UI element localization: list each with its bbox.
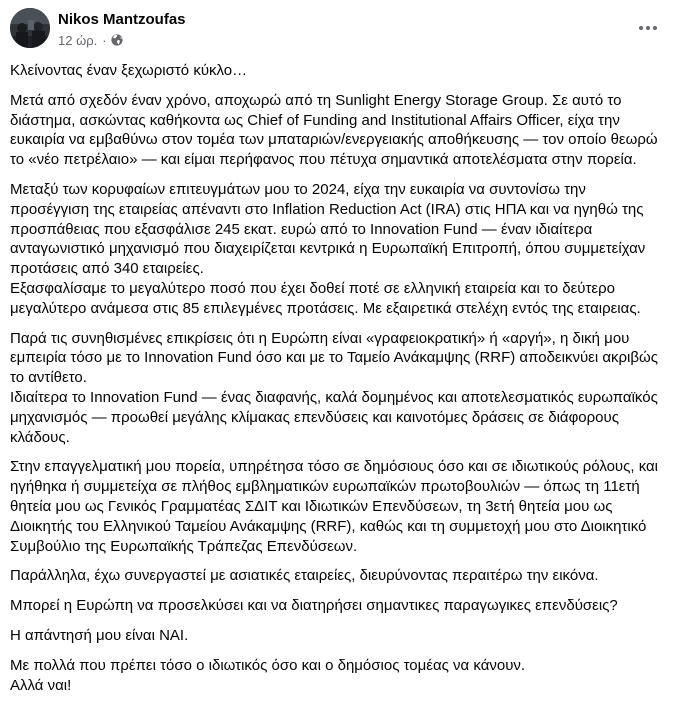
post-paragraph: Η απάντησή μου είναι ΝΑΙ. xyxy=(10,626,189,644)
profile-photo xyxy=(10,8,50,48)
globe-icon[interactable] xyxy=(111,34,123,46)
avatar[interactable] xyxy=(10,8,50,48)
post-meta xyxy=(58,32,123,48)
more-options-button[interactable] xyxy=(630,12,666,44)
post-paragraph: Μετά από σχεδόν έναν χρόνο, αποχωρώ από τη Sunlight Energy Storage Group. Σε αυτό το διάστημα, ασκώντας καθήκοντα ως Chief of Funding and Institutional Affairs Officer, είχα την ευκαιρία να εμβαθύνω στον τομέα των μπαταριών/ενεργειακής αποθήκευσης — τον οποίο θεωρώ το «νέο πετρέλαιο» — και είμαι περήφανος που πέτυχα σημαντικά αποτελέσματα στην πορεία. xyxy=(10,91,658,169)
author-name[interactable]: Nikos Mantzoufas xyxy=(58,11,186,28)
post-paragraph: Μεταξύ των κορυφαίων επιτευγμάτων μου το 2024, είχα την ευκαιρία να συντονίσω την προσέγγιση της εταιρείας απέναντι στο Inflation Reduction Act (IRA) στις ΗΠΑ και να ηγηθώ της προσπάθειας που εξασφάλισε 245 εκατ. ευρώ από το Innovation Fund — έναν ιδιαίτερα ανταγωνιστικό μηχανισμό που διαχειρίζεται κεντρικά η Ευρωπαϊκή Επιτροπή, όπου συμμετείχαν προτάσεις από 340 εταιρείες. Εξασφαλίσαμε το μεγαλύτερο ποσό που έχει δοθεί ποτέ σε ελληνική εταιρεία και το δεύτερο μεγαλύτερο ανάμεσα στις 85 επιλεγμένες προτάσεις. Με εξαιρετικά στελέχη εντός της εταιρειας. xyxy=(10,180,646,317)
post-timestamp[interactable]: 12 ώρ. xyxy=(58,32,98,48)
post-paragraph: Μπορεί η Ευρώπη να προσελκύσει και να διατηρήσει σημαντικες παραγωγικες επενδύσεις? xyxy=(10,597,618,615)
post-body xyxy=(10,61,666,695)
meta-separator: · xyxy=(102,32,107,48)
more-options-icon xyxy=(638,25,658,31)
post-paragraph: Κλείνοντας έναν ξεχωριστό κύκλο… xyxy=(10,62,248,79)
post-paragraph: Παράλληλα, έχω συνεργαστεί με ασιατικές εταιρείες, διευρύνοντας περαιτέρω την εικόνα. xyxy=(10,567,599,585)
post-paragraph: Στην επαγγελματική μου πορεία, υπηρέτησα τόσο σε δημόσιους όσο και σε ιδιωτικούς ρόλους, και ηγήθηκα ή συμμετείχα σε πλήθος εμβληματικών ευρωπαϊκών πρωτοβουλιών — όπως τη 11ετή θητεία μου ως Γενικός Γραμματέας ΣΔΙΤ και Ιδιωτικών Επενδύσεων, τη 3ετή θητεία μου ως Διοικητής του Ελληνικού Ταμείου Ανάκαμψης (RRF), καθώς και τη συμμετοχή μου στο Διοικητικό Συμβούλιο της Ευρωπαϊκής Τράπεζας Επενδύσεων. xyxy=(10,458,659,555)
post-paragraph: Παρά τις συνηθισμένες επικρίσεις ότι η Ευρώπη είναι «γραφειοκρατική» ή «αργή», η δική μου εμπειρία τόσο με το Innovation Fund όσο και με το Ταμείο Ανάκαμψης (RRF) αποδεικνύει ακριβώς το αντίθετο. Ιδιαίτερα το Innovation Fund — ένας διαφανής, καλά δομημένος και αποτελεσματικός ευρωπαϊκός μηχανισμός — προωθεί μεγάλης κλίμακας επενδύσεις και καινοτόμες δράσεις σε διάφορους κλάδους. xyxy=(10,329,658,446)
post-paragraph: Με πολλά που πρέπει τόσο ο ιδιωτικός όσο και ο δημόσιος τομέας να κάνουν. Αλλά ναι! xyxy=(10,656,526,694)
post-header xyxy=(10,8,666,52)
